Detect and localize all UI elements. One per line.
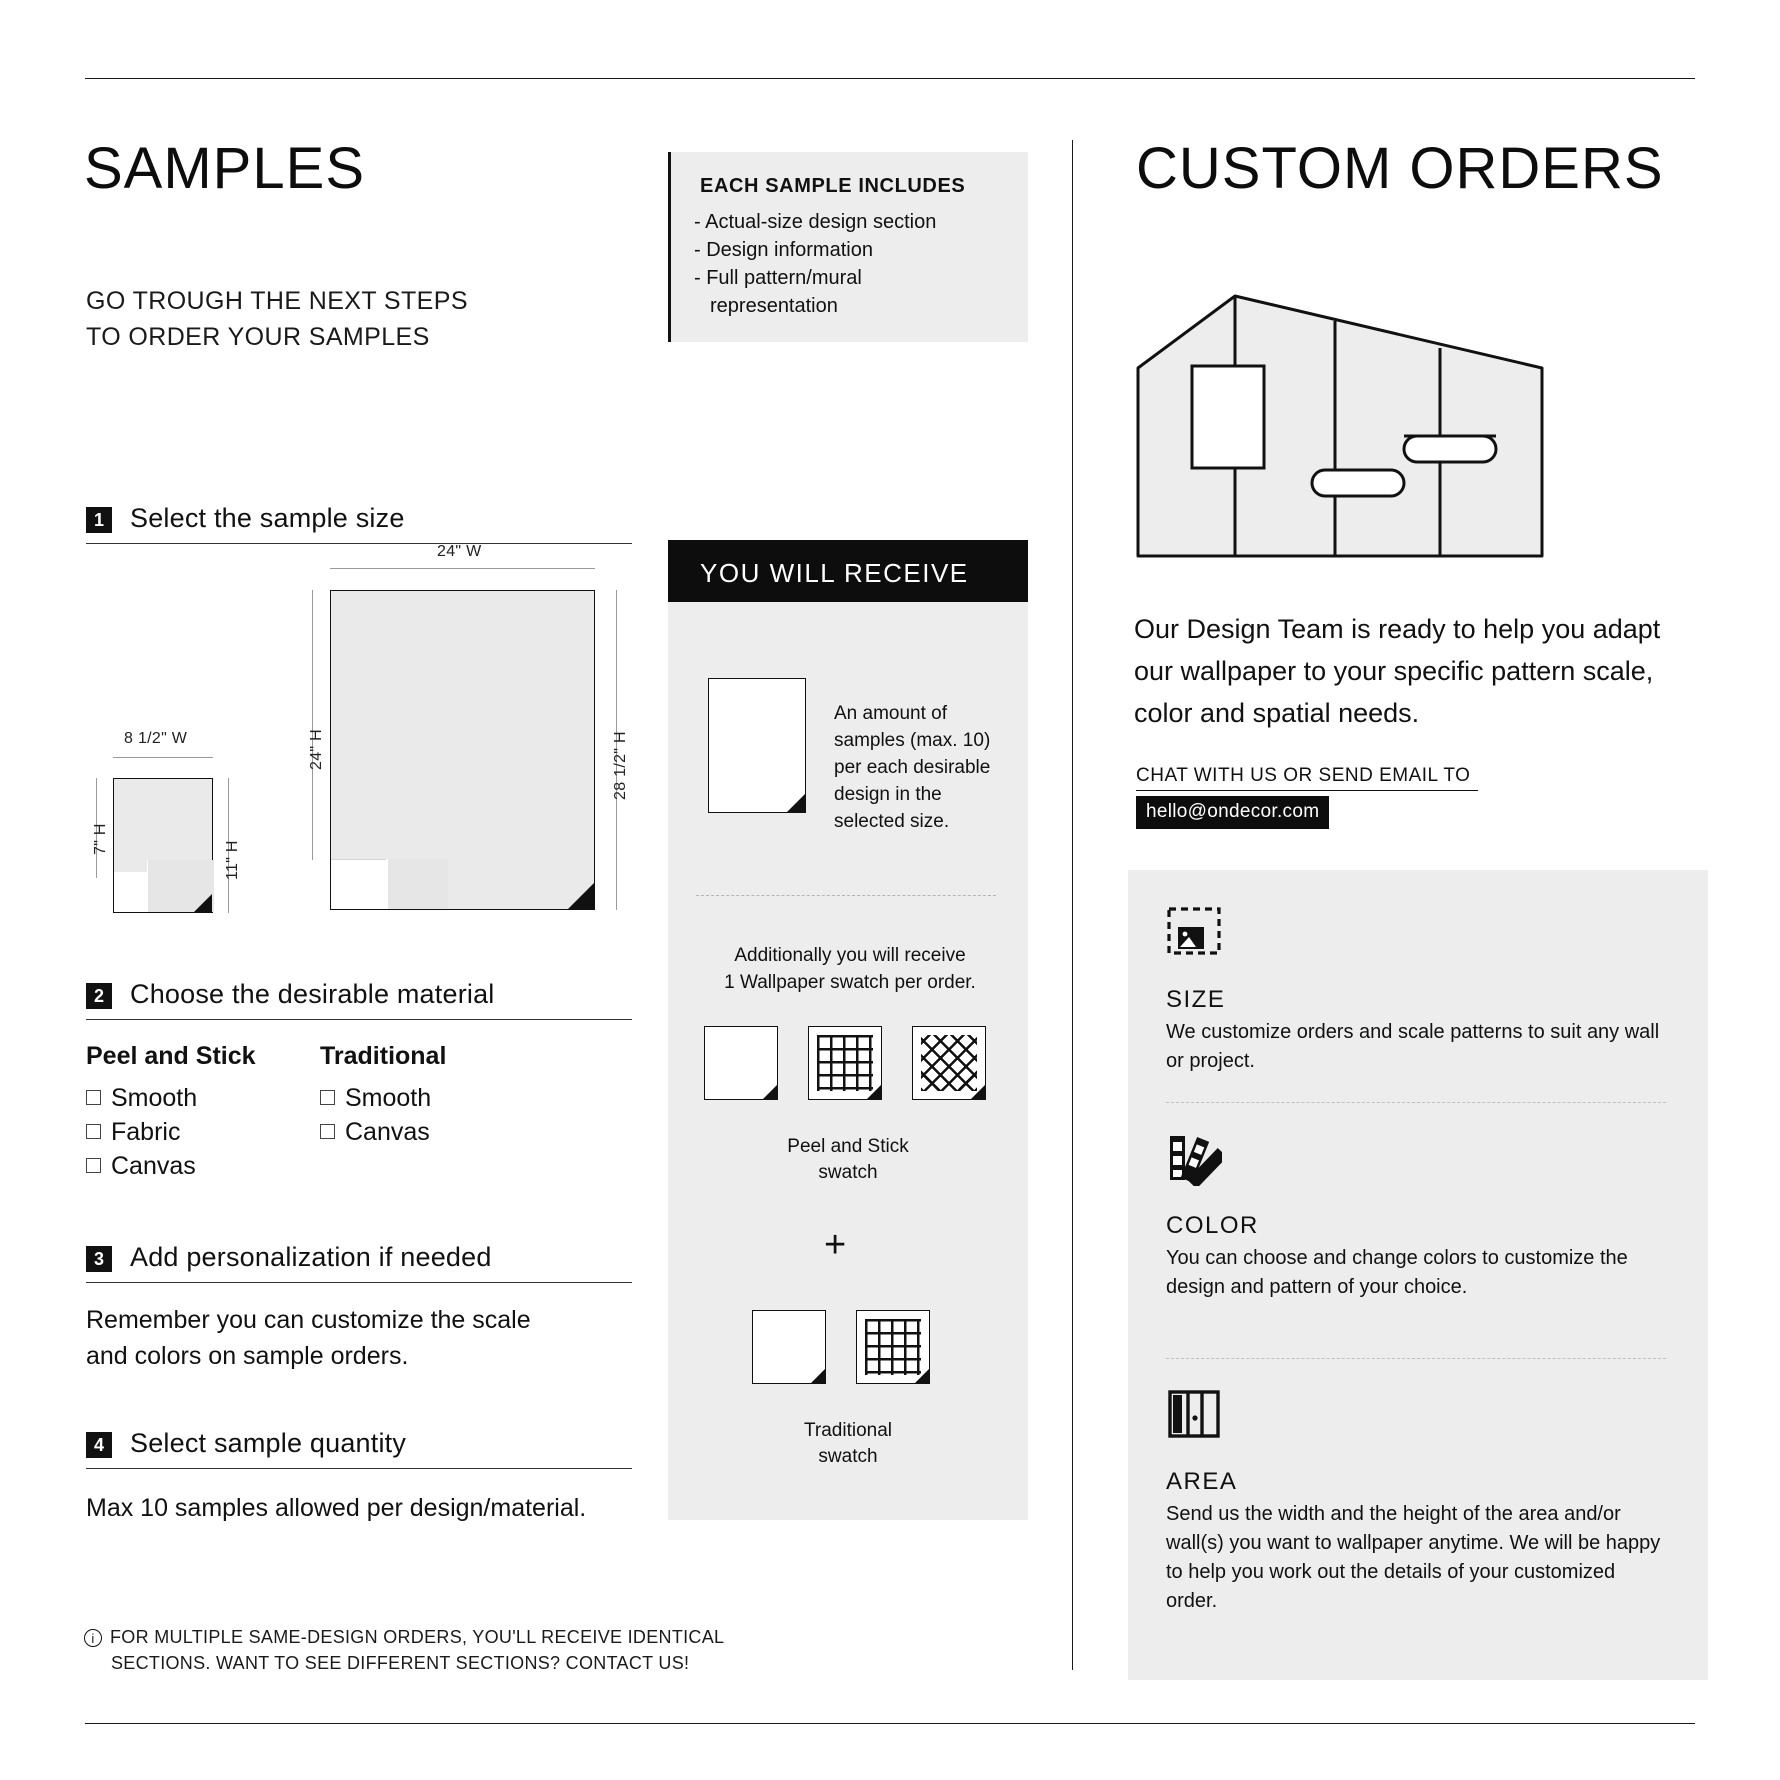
material-group-peel-title: Peel and Stick [86,1042,256,1070]
material-option-peel-smooth[interactable] [86,1084,197,1113]
receive-divider [696,895,996,896]
step-3-body [86,1302,646,1374]
checkbox-trad-canvas[interactable] [320,1124,335,1139]
traditional-swatch-caption-line2: swatch [818,1446,878,1467]
step-2-rule [86,1019,632,1020]
small-swatch-corner-fold [194,894,212,912]
samples-subtitle-line2: TO ORDER YOUR SAMPLES [86,323,430,351]
peel-swatch-grid-corner [867,1085,881,1099]
footnote-line1: FOR MULTIPLE SAME-DESIGN ORDERS, YOU'LL RECEIVE IDENTICAL [110,1627,725,1647]
material-option-trad-smooth-label: Smooth [345,1084,432,1112]
page-title-samples: SAMPLES [84,136,365,201]
bottom-divider [85,1723,1695,1724]
additional-swatch-note-line2: 1 Wallpaper swatch per order. [724,972,976,993]
peel-swatch-grid [808,1026,882,1100]
step-1-label: Select the sample size [130,503,405,533]
step-4-rule [86,1468,632,1469]
large-height-left-line [312,590,313,860]
each-sample-item-2: - Full pattern/mural [694,267,862,289]
large-width-dim-line [330,568,595,569]
column-divider [1072,140,1073,1670]
material-option-trad-canvas[interactable] [320,1118,430,1147]
large-swatch-corner-fold [568,883,594,909]
plus-icon: + [824,1224,847,1266]
room-illustration-svg [1130,288,1550,563]
each-sample-accent-bar [668,152,671,342]
traditional-swatch-grid-corner [915,1369,929,1383]
chat-rule [1136,790,1478,791]
traditional-swatch-plain [752,1310,826,1384]
diagonal-pattern-icon [921,1035,977,1091]
each-sample-item-3: representation [710,295,838,317]
small-width-label: 8 1/2" W [124,730,188,747]
additional-swatch-note [700,942,1000,996]
large-swatch-patch-1 [331,859,386,909]
peel-swatch-caption [698,1134,998,1186]
step-3-rule [86,1282,632,1283]
material-group-traditional-title: Traditional [320,1042,447,1070]
traditional-swatch-caption-line1: Traditional [803,1420,892,1441]
sample-size-large-preview [330,590,595,910]
feature-separator-1 [1166,1102,1666,1103]
step-1-rule [86,543,632,544]
peel-swatch-diagonal [912,1026,986,1100]
feature-title-color: COLOR [1166,1212,1259,1239]
custom-orders-body: Our Design Team is ready to help you adapt our wallpaper to your specific pattern scale, color and spatial needs. [1134,614,1661,728]
feature-body-size: We customize orders and scale patterns to suit any wall or project. [1166,1021,1660,1072]
traditional-swatch-plain-corner [811,1369,825,1383]
page-title-custom-orders: CUSTOM ORDERS [1136,136,1664,201]
feature-title-area: AREA [1166,1468,1238,1495]
feature-body-area: Send us the width and the height of the area and/or wall(s) you want to wallpaper anytime. We will be happy to help you work out the details of your customized order. [1166,1503,1661,1612]
small-height-right-label: 11" H [224,840,241,880]
peel-swatch-caption-line2: swatch [818,1162,878,1183]
step-3-body-line2: and colors on sample orders. [86,1342,409,1370]
step-3-number: 3 [86,1246,112,1272]
checkbox-peel-canvas[interactable] [86,1158,101,1173]
material-option-peel-smooth-label: Smooth [111,1084,198,1112]
footnote [84,1624,804,1676]
small-swatch-fill [114,779,212,872]
room-illustration [1130,288,1550,563]
sample-sheet-corner-fold [787,794,805,812]
material-option-trad-smooth[interactable] [320,1084,431,1113]
feature-title-size: SIZE [1166,986,1226,1013]
step-4-number: 4 [86,1432,112,1458]
footnote-line2: SECTIONS. WANT TO SEE DIFFERENT SECTIONS? CONTACT US! [111,1653,690,1673]
step-2-number: 2 [86,983,112,1009]
wall-area-icon [1166,1386,1222,1442]
sample-size-small-preview [113,778,213,913]
step-4-label: Select sample quantity [130,1428,407,1458]
checkbox-peel-fabric[interactable] [86,1124,101,1139]
step-3-body-line1: Remember you can customize the scale [86,1306,531,1334]
large-height-right-label: 28 1/2" H [612,731,629,800]
each-sample-item-0: - Actual-size design section [694,211,937,233]
checkbox-trad-smooth[interactable] [320,1090,335,1105]
material-option-trad-canvas-label: Canvas [345,1118,430,1146]
step-4-body: Max 10 samples allowed per design/material. [86,1494,587,1522]
email-link[interactable]: hello@ondecor.com [1136,796,1329,829]
you-will-receive-header-label: YOU WILL RECEIVE [700,558,969,588]
peel-swatch-caption-line1: Peel and Stick [787,1136,909,1157]
info-icon: i [84,1629,102,1647]
material-option-peel-fabric-label: Fabric [111,1118,181,1146]
step-3-label: Add personalization if needed [130,1242,492,1272]
material-option-peel-canvas-label: Canvas [111,1152,196,1180]
small-width-dim-line [113,757,213,758]
peel-swatch-plain-corner [763,1085,777,1099]
small-height-left-label: 7" H [92,823,109,855]
traditional-swatch-grid [856,1310,930,1384]
additional-swatch-note-line1: Additionally you will receive [734,945,966,966]
each-sample-title: EACH SAMPLE INCLUDES [700,175,966,197]
large-swatch-patch-2 [386,859,448,909]
feature-separator-2 [1166,1358,1666,1359]
step-1-number: 1 [86,507,112,533]
samples-subtitle [86,283,468,355]
material-option-peel-fabric[interactable] [86,1118,180,1147]
grid-pattern-icon-2 [865,1319,921,1375]
samples-subtitle-line1: GO TROUGH THE NEXT STEPS [86,287,468,315]
traditional-swatch-caption [698,1418,998,1470]
color-palette-icon [1166,1130,1222,1186]
feature-body-color: You can choose and change colors to customize the design and pattern of your choice. [1166,1247,1628,1298]
step-2-label: Choose the desirable material [130,979,495,1009]
you-will-receive-header [668,540,1028,602]
large-width-label: 24" W [437,543,482,560]
each-sample-list [694,208,936,320]
chat-label: CHAT WITH US OR SEND EMAIL TO [1136,765,1471,786]
large-height-left-label: 24" H [308,729,325,770]
sample-sheet-icon [708,678,806,813]
material-option-peel-canvas[interactable] [86,1152,196,1181]
grid-pattern-icon [817,1035,873,1091]
peel-swatch-plain [704,1026,778,1100]
checkbox-peel-smooth[interactable] [86,1090,101,1105]
image-frame-icon [1166,905,1222,961]
peel-swatch-diagonal-corner [971,1085,985,1099]
you-will-receive-main-text: An amount of samples (max. 10) per each desirable design in the selected size. [834,703,991,832]
top-divider [85,78,1695,79]
each-sample-item-1: - Design information [694,239,873,261]
